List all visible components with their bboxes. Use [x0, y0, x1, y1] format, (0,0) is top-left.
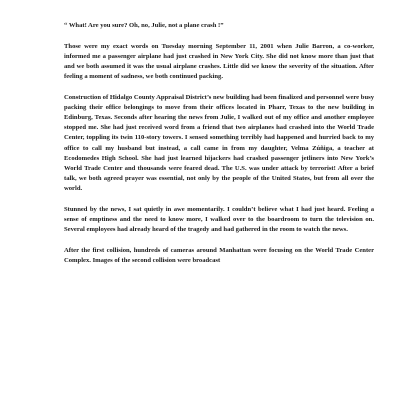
paragraph-3: Stunned by the news, I sat quietly in awe momentarily. I couldn’t believe what I had just heard. Feeling a sense of emptiness and the need to know more, I walked over to the boardroom to turn the television on. Several employees had already heard of the tragedy and had gathered in the room to watch the news.	[64, 205, 374, 234]
document-body	[64, 21, 374, 266]
paragraph-1: Those were my exact words on Tuesday morning September 11, 2001 when Julie Barron, a co-worker, informed me a passenger airplane had just crashed in New York City. She did not know more than just that and we both assumed it was the usual airplane crashes. Little did we know the severity of the situation. After feeling a moment of sadness, we both continued packing.	[64, 42, 374, 81]
paragraph-4: After the first collision, hundreds of cameras around Manhattan were focusing on the World Trade Center Complex. Images of the second collision were broadcast	[64, 246, 374, 265]
opening-quote: “ What! Are you sure? Oh, no, Julie, not a plane crash !”	[64, 22, 224, 29]
paragraph-2: Construction of Hidalgo County Appraisal District’s new building had been finalized and personnel were busy packing their office belongings to move from their offices located in Pharr, Texas to the new building in Edinburg, Texas. Seconds after hearing the news from Julie, I walked out of my office and another employee stopped me. She had just received word from a friend that two airplanes had crashed into the World Trade Center, toppling its twin 110-story towers. I sensed something terribly had happened and hurried back to my office to call my husband but instead, a call came in from my daughter, Velma Zúñiga, a teacher at Ecodomedes High School. She had just learned hijackers had crashed passenger jetliners into New York’s World Trade Center and thousands were feared dead. The U.S. was under attack by terrorist! After a brief talk, we both agreed prayer was essential, not only by the people of the United States, but from all over the world.	[64, 93, 374, 193]
